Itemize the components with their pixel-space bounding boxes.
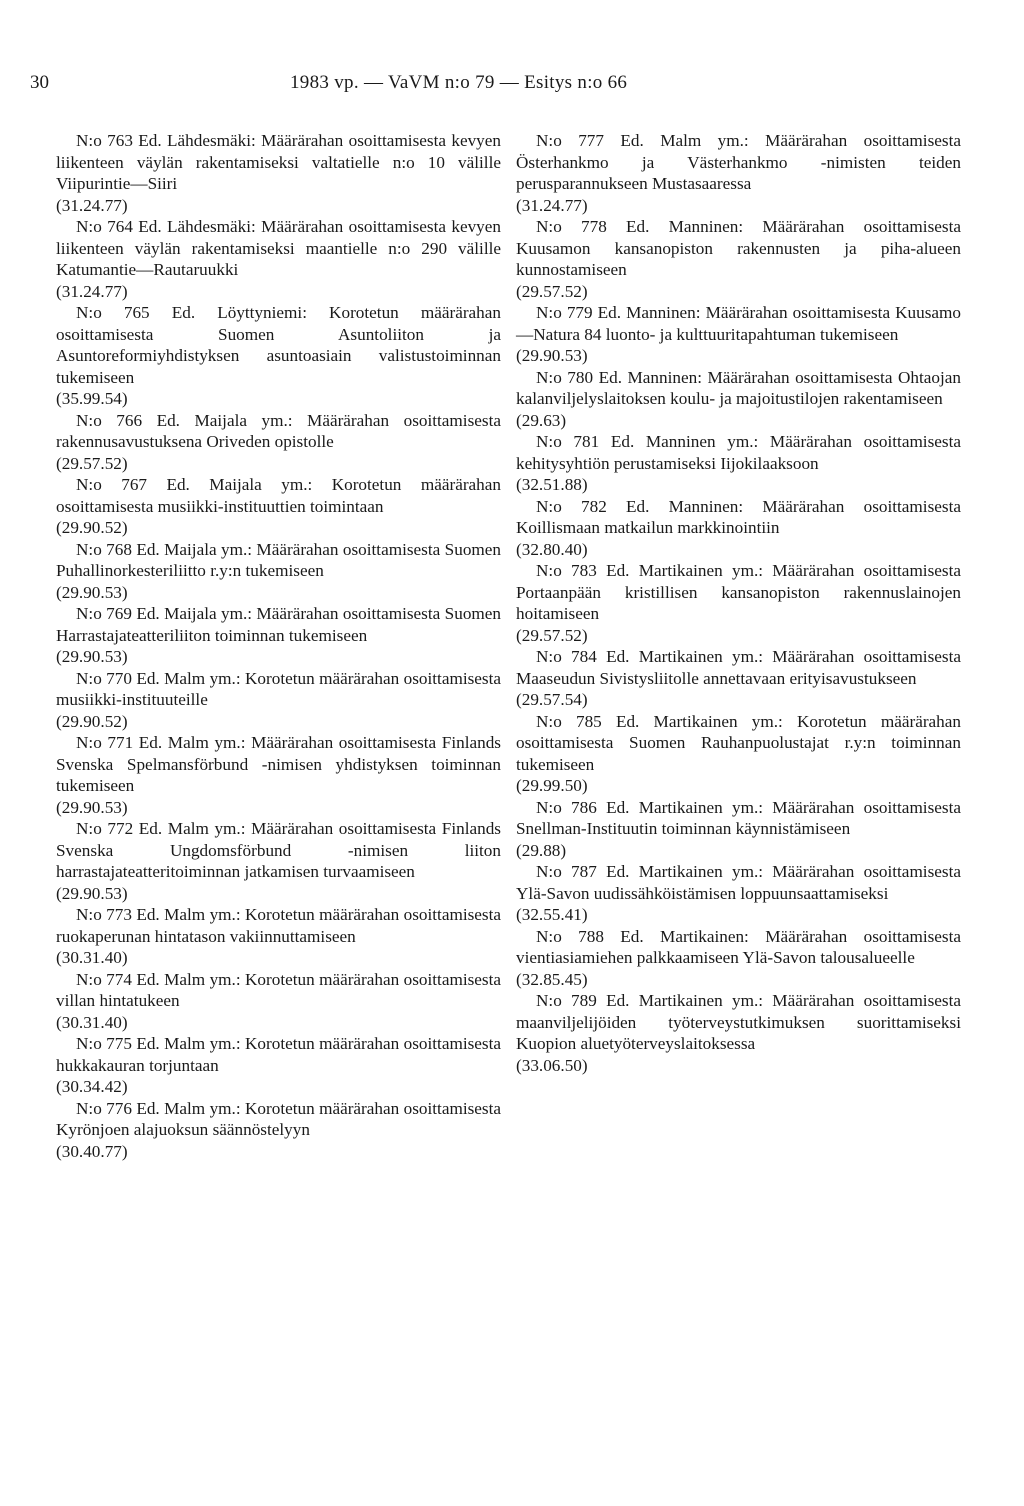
budget-code: (30.34.42): [56, 1077, 128, 1096]
motion-entry: [516, 560, 961, 646]
motion-text: N:o 782 Ed. Manninen: Määrärahan osoittamisesta Koillismaan matkailun markkinointiin: [516, 496, 961, 537]
budget-code: (29.90.52): [56, 711, 128, 731]
motion-entry: [56, 969, 501, 1034]
right-column: [516, 130, 961, 1076]
budget-code: (29.90.52): [56, 518, 128, 537]
motion-entry: [56, 410, 501, 475]
motion-entry: [56, 1033, 501, 1098]
motion-entry: [56, 130, 501, 216]
motion-text: N:o 768 Ed. Maijala ym.: Määrärahan osoittamisesta Suomen Puhallinorkesteriliitto r.y:n tukemiseen: [56, 539, 501, 580]
budget-code: (30.31.40): [56, 1012, 128, 1032]
page-header: [0, 72, 1024, 102]
budget-code: (29.90.53): [56, 797, 128, 817]
motion-entry: [516, 367, 961, 432]
motion-text: N:o 784 Ed. Martikainen ym.: Määrärahan osoittamisesta Maaseudun Sivistysliitolle annettavaan erityisavustukseen: [516, 647, 961, 688]
motion-entry: [56, 904, 501, 969]
budget-code: (29.99.50): [516, 776, 588, 795]
budget-code: (32.85.45): [516, 969, 588, 989]
motion-entry: [516, 861, 961, 926]
running-title: 1983 vp. — VaVM n:o 79 — Esitys n:o 66: [290, 72, 628, 93]
motion-text: N:o 789 Ed. Martikainen ym.: Määrärahan osoittamisesta maanviljelijöiden työterveystutkimuksen suorittamiseksi Kuopion aluetyöterveyslaitoksessa: [516, 991, 961, 1053]
motion-entry: [56, 818, 501, 904]
budget-code: (32.80.40): [516, 539, 588, 559]
motion-text: N:o 771 Ed. Malm ym.: Määrärahan osoittamisesta Finlands Svenska Spelmansförbund -nimisen yhdistyksen toiminnan tukemiseen: [56, 733, 501, 795]
motion-text: N:o 774 Ed. Malm ym.: Korotetun määrärahan osoittamisesta villan hintatukeen: [56, 969, 501, 1010]
motion-entry: [516, 302, 961, 367]
motion-text: N:o 785 Ed. Martikainen ym.: Korotetun määrärahan osoittamisesta Suomen Rauhanpuolustajat r.y:n toiminnan tukemiseen: [516, 711, 961, 774]
motion-text: N:o 776 Ed. Malm ym.: Korotetun määrärahan osoittamisesta Kyrönjoen alajuoksun säännöstelyyn: [56, 1098, 501, 1139]
budget-code: (33.06.50): [516, 1055, 588, 1075]
motion-entry: [56, 302, 501, 410]
budget-code: (32.51.88): [516, 475, 588, 494]
motion-entry: [56, 1098, 501, 1163]
motion-entry: [516, 646, 961, 711]
motion-entry: [516, 130, 961, 216]
motion-text: N:o 786 Ed. Martikainen ym.: Määrärahan osoittamisesta Snellman-Instituutin toiminnan käynnistämiseen: [516, 797, 961, 838]
budget-code: (31.24.77): [56, 195, 128, 215]
motion-entry: [516, 216, 961, 302]
motion-text: N:o 780 Ed. Manninen: Määrärahan osoittamisesta Ohtaojan kalanviljelyslaitoksen koulu- ja majoitustilojen rakentamiseen: [516, 367, 961, 408]
motion-entry: [516, 797, 961, 862]
motion-text: N:o 779 Ed. Manninen: Määrärahan osoittamisesta Kuusamo—Natura 84 luonto- ja kulttuuritapahtuman tukemiseen: [516, 303, 961, 344]
motion-entry: [56, 732, 501, 818]
motion-entry: [516, 926, 961, 991]
motion-text: N:o 781 Ed. Manninen ym.: Määrärahan osoittamisesta kehitysyhtiön perustamiseksi Iijokilaaksoon: [516, 432, 961, 473]
motion-entry: [56, 603, 501, 668]
motion-text: N:o 770 Ed. Malm ym.: Korotetun määrärahan osoittamisesta musiikki-instituuteille: [56, 668, 501, 709]
budget-code: (29.90.53): [56, 883, 128, 903]
budget-code: (29.88): [516, 840, 567, 860]
budget-code: (29.57.54): [516, 690, 588, 709]
budget-code: (31.24.77): [56, 281, 128, 301]
budget-code: (29.63): [516, 410, 567, 430]
motion-text: N:o 787 Ed. Martikainen ym.: Määrärahan osoittamisesta Ylä-Savon uudissähköistämisen loppuunsaattamiseksi: [516, 862, 961, 903]
page-number: 30: [30, 72, 49, 93]
budget-code: (32.55.41): [516, 905, 588, 924]
budget-code: (31.24.77): [516, 195, 588, 215]
motion-text: N:o 763 Ed. Lähdesmäki: Määrärahan osoittamisesta kevyen liikenteen väylän rakentamiseksi valtatielle n:o 10 välille Viipurintie—Siiri: [56, 131, 501, 193]
budget-code: (30.40.77): [56, 1141, 128, 1161]
motion-text: N:o 788 Ed. Martikainen: Määrärahan osoittamisesta vientiasiamiehen palkkaamiseen Ylä-Savon talousalueelle: [516, 926, 961, 967]
motion-text: N:o 777 Ed. Malm ym.: Määrärahan osoittamisesta Österhankmo ja Västerhankmo -nimisten teiden perusparannukseen Mustasaaressa: [516, 131, 961, 193]
motion-text: N:o 775 Ed. Malm ym.: Korotetun määrärahan osoittamisesta hukkakauran torjuntaan: [56, 1034, 501, 1075]
motion-text: N:o 764 Ed. Lähdesmäki: Määrärahan osoittamisesta kevyen liikenteen väylän rakentamiseksi maantielle n:o 290 välille Katumantie—Rautaruukki: [56, 217, 501, 279]
motion-entry: [516, 496, 961, 561]
motion-text: N:o 766 Ed. Maijala ym.: Määrärahan osoittamisesta rakennusavustuksena Oriveden opistolle: [56, 410, 501, 451]
budget-code: (29.90.53): [56, 582, 128, 602]
left-column: [56, 130, 501, 1162]
motion-text: N:o 783 Ed. Martikainen ym.: Määrärahan osoittamisesta Portaanpään kristillisen kansanopiston rakennuslainojen hoitamiseen: [516, 561, 961, 623]
motion-text: N:o 769 Ed. Maijala ym.: Määrärahan osoittamisesta Suomen Harrastajateatteriliiton toiminnan tukemiseen: [56, 604, 501, 645]
motion-entry: [56, 474, 501, 539]
motion-entry: [56, 668, 501, 733]
motion-entry: [56, 539, 501, 604]
motion-entry: [516, 431, 961, 496]
motion-entry: [516, 711, 961, 797]
motion-entry: [516, 990, 961, 1076]
motion-text: N:o 772 Ed. Malm ym.: Määrärahan osoittamisesta Finlands Svenska Ungdomsförbund -nimisen liiton harrastajateatteritoiminnan jatkamisen turvaamiseen: [56, 819, 501, 881]
motion-text: N:o 778 Ed. Manninen: Määrärahan osoittamisesta Kuusamon kansanopiston rakennusten ja piha-alueen kunnostamiseen: [516, 217, 961, 279]
budget-code: (35.99.54): [56, 389, 128, 408]
budget-code: (29.90.53): [516, 346, 588, 365]
motion-text: N:o 765 Ed. Löyttyniemi: Korotetun määrärahan osoittamisesta Suomen Asuntoliiton ja Asuntoreformiyhdistyksen asuntoasiain valistustoiminnan tukemiseen: [56, 303, 501, 387]
motion-text: N:o 773 Ed. Malm ym.: Korotetun määrärahan osoittamisesta ruokaperunan hintatason vakiinnuttamiseen: [56, 905, 501, 946]
motion-text: N:o 767 Ed. Maijala ym.: Korotetun määrärahan osoittamisesta musiikki-instituuttien toimintaan: [56, 475, 501, 516]
budget-code: (29.57.52): [516, 625, 588, 645]
budget-code: (29.90.53): [56, 647, 128, 666]
budget-code: (29.57.52): [56, 453, 128, 473]
budget-code: (29.57.52): [516, 281, 588, 301]
budget-code: (30.31.40): [56, 948, 128, 967]
motion-entry: [56, 216, 501, 302]
